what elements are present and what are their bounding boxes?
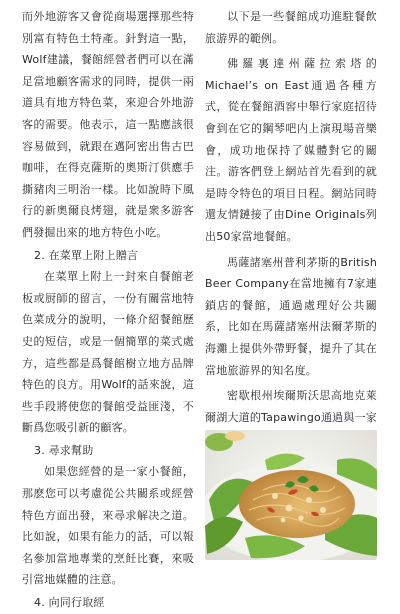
left-paragraph-3: 如果您經營的是一家小餐館，那麽您可以考慮從公共關系或經營特色方面出發，來尋求解决之道。比如說，如果有能力的話，可以報名參加當地專業的烹飪比賽，來吸引當地媒體的注意。	[22, 465, 194, 587]
left-column	[22, 6, 194, 614]
noodles	[239, 470, 355, 538]
section-heading-2: 2. 在菜單上附上贈言	[34, 248, 139, 262]
left-paragraph-1: 而外地游客又會從商場選擇那些特別富有特色土特產。針對這一點，Wolf建議，餐館經營者們可以在滿足當地顧客需求的同時，提供一兩道具有地方特色菜，來迎合外地游客的需要。他表示，這一點應該很容易做到，就跟在邁阿密出售古巴咖啡，在得克薩斯的奧斯汀供應手撕豬肉三明治一樣。比如說時下風行的新奧爾良烤翅，就是衆多游客們發掘出來的地方特色小吃。	[22, 10, 194, 239]
right-column	[205, 6, 377, 497]
section-heading-4: 4. 向同行取經	[34, 596, 105, 610]
right-paragraph-4: 密歇根州埃爾斯沃思高地克萊爾湖大道的Tapawingo通過與一家	[205, 389, 377, 424]
food-salad-photo	[205, 430, 377, 560]
right-paragraph-3: 馬薩諸塞州普利茅斯的British Beer Company在當地擁有7家連鎖店的餐館，通過處理好公共關系，比如在馬薩諸塞州法爾茅斯的海灘上提供外帶野餐，提升了其在當地旅游界的知名度。	[205, 255, 377, 377]
left-paragraph-2: 在菜單上附上一封來自餐館老板或厨師的留言，一份有關當地特色菜成分的說明，一條介紹餐館歷史的短信，或是一個簡單的菜式處方，這些都是爲餐館樹立地方品牌特色的良方。用Wolf的話來說，這些手段將使您的餐館受益匪淺，不斷爲您吸引新的顧客。	[22, 270, 194, 435]
right-paragraph-1: 以下是一些餐館成功進駐餐飲旅游界的範例。	[205, 10, 377, 45]
right-paragraph-2: 佛羅裏達州薩拉索塔的Michael’s on East通過各種方式，從在餐館酒窖中舉行家庭招待會到在它的鋼琴吧内上演現場音樂會，成功地保持了媒體對它的關注。游客們登上網站首先看到的就是時令特色的項目日程。網站同時還友情鏈接了由Dine Originals列出50家當地餐館。	[205, 57, 377, 243]
section-heading-3: 3. 尋求幫助	[34, 443, 94, 457]
